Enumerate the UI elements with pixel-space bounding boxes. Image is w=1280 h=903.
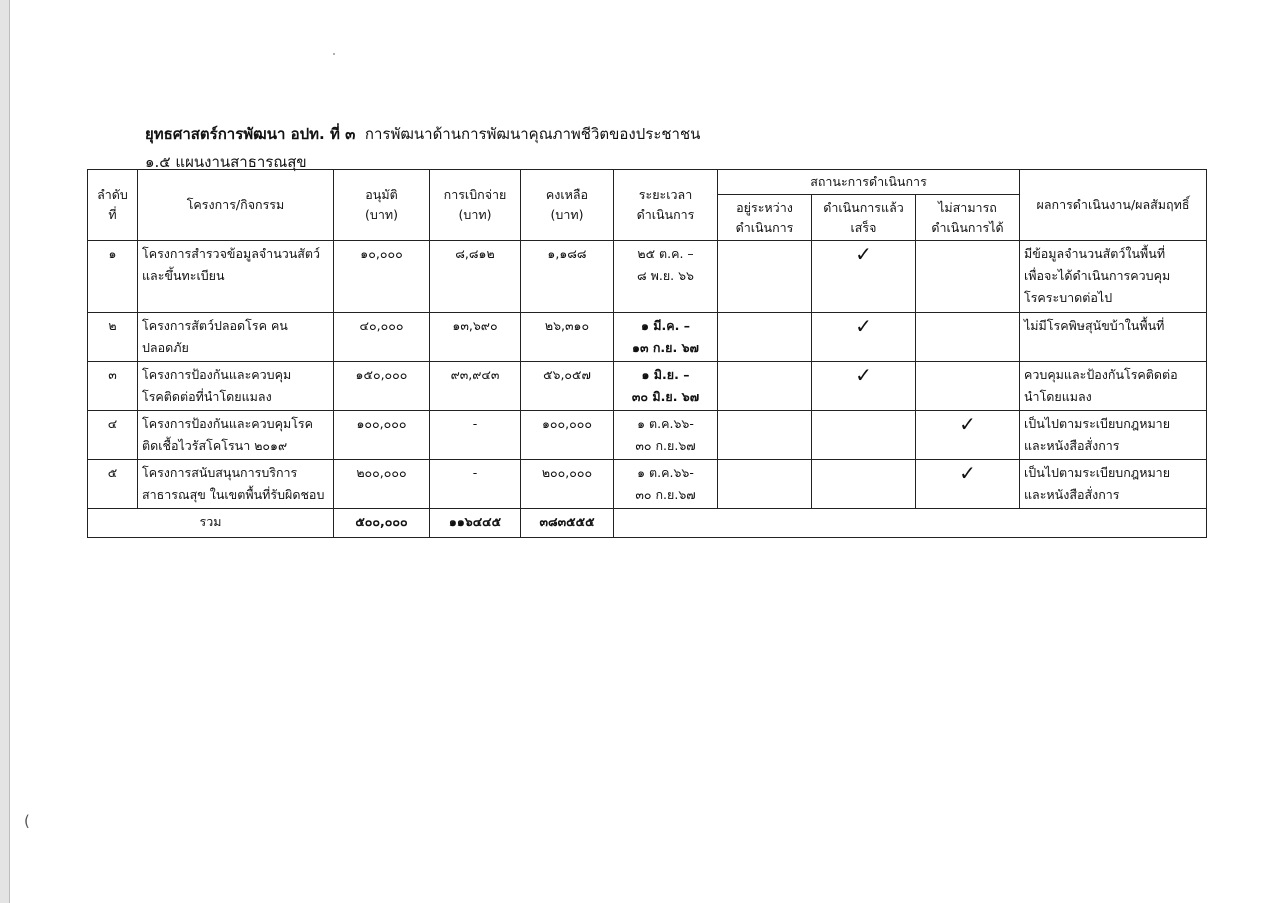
table-row (88, 362, 1207, 411)
project-status-table (87, 169, 1207, 538)
header-status-unable: ไม่สามารถ ดำเนินการได้ (916, 195, 1020, 241)
margin-mark: ( (24, 812, 30, 830)
page-left-edge (0, 0, 10, 903)
cell-unable (916, 313, 1020, 362)
check-icon: ✓ (812, 313, 916, 362)
header-result: ผลการดำเนินงาน/ผลสัมฤทธิ์ (1020, 170, 1207, 241)
cell-period: ๑ มี.ค. – ๑๓ ก.ย. ๖๗ (614, 313, 718, 362)
cell-remaining: ๒๐๐,๐๐๐ (521, 460, 614, 509)
header-period: ระยะเวลา ดำเนินการ (614, 170, 718, 241)
cell-approved: ๒๐๐,๐๐๐ (334, 460, 430, 509)
cell-no: ๒ (88, 313, 138, 362)
cell-project: โครงการป้องกันและควบคุม โรคติดต่อที่นำโดยแมลง (138, 362, 334, 411)
cell-period: ๒๕ ต.ค. – ๘ พ.ย. ๖๖ (614, 241, 718, 313)
total-remaining: ๓๘๓๕๕๕ (521, 509, 614, 538)
cell-no: ๕ (88, 460, 138, 509)
strategy-title: การพัฒนาด้านการพัฒนาคุณภาพชีวิตของประชาชน (364, 125, 701, 143)
cell-done (812, 411, 916, 460)
cell-result: ไม่มีโรคพิษสุนัขบ้าในพื้นที่ (1020, 313, 1207, 362)
table-row (88, 460, 1207, 509)
cell-in-progress (718, 241, 812, 313)
cell-remaining: ๒๖,๓๑๐ (521, 313, 614, 362)
cell-project: โครงการสำรวจข้อมูลจำนวนสัตว์ และขึ้นทะเบียน (138, 241, 334, 313)
cell-disbursed: ๘,๘๑๒ (430, 241, 521, 313)
cell-project: โครงการสนับสนุนการบริการ สาธารณสุข ในเขตพื้นที่รับผิดชอบ (138, 460, 334, 509)
cell-result: เป็นไปตามระเบียบกฎหมาย และหนังสือสั่งการ (1020, 460, 1207, 509)
cell-approved: ๔๐,๐๐๐ (334, 313, 430, 362)
cell-approved: ๑๕๐,๐๐๐ (334, 362, 430, 411)
strategy-prefix: ยุทธศาสตร์การพัฒนา อปท. ที่ ๓ (145, 125, 356, 143)
cell-disbursed: ๙๓,๙๔๓ (430, 362, 521, 411)
header-remaining: คงเหลือ (บาท) (521, 170, 614, 241)
header-approved: อนุมัติ (บาท) (334, 170, 430, 241)
cell-in-progress (718, 313, 812, 362)
cell-project: โครงการป้องกันและควบคุมโรค ติดเชื้อไวรัสโคโรนา ๒๐๑๙ (138, 411, 334, 460)
cell-remaining: ๑,๑๘๘ (521, 241, 614, 313)
check-icon: ✓ (916, 411, 1020, 460)
cell-unable (916, 241, 1020, 313)
header-order: ลำดับ ที่ (88, 170, 138, 241)
table-row (88, 411, 1207, 460)
strategy-heading (145, 122, 700, 146)
cell-project: โครงการสัตว์ปลอดโรค คน ปลอดภัย (138, 313, 334, 362)
header-status-done: ดำเนินการแล้ว เสร็จ (812, 195, 916, 241)
table-row (88, 241, 1207, 313)
header-project: โครงการ/กิจกรรม (138, 170, 334, 241)
table-row (88, 313, 1207, 362)
cell-disbursed: ๑๓,๖๙๐ (430, 313, 521, 362)
cell-no: ๓ (88, 362, 138, 411)
cell-result: ควบคุมและป้องกันโรคติดต่อ นำโดยแมลง (1020, 362, 1207, 411)
cell-result: เป็นไปตามระเบียบกฎหมาย และหนังสือสั่งการ (1020, 411, 1207, 460)
cell-disbursed: - (430, 411, 521, 460)
cell-period: ๑ ต.ค.๖๖- ๓๐ ก.ย.๖๗ (614, 411, 718, 460)
header-disbursed: การเบิกจ่าย (บาท) (430, 170, 521, 241)
total-approved: ๕๐๐,๐๐๐ (334, 509, 430, 538)
cell-remaining: ๑๐๐,๐๐๐ (521, 411, 614, 460)
header-status-group: สถานะการดำเนินการ (718, 170, 1020, 195)
cell-disbursed: - (430, 460, 521, 509)
header-status-in-progress: อยู่ระหว่าง ดำเนินการ (718, 195, 812, 241)
cell-approved: ๑๐๐,๐๐๐ (334, 411, 430, 460)
cell-no: ๑ (88, 241, 138, 313)
cell-unable (916, 362, 1020, 411)
cell-in-progress (718, 411, 812, 460)
cell-in-progress (718, 460, 812, 509)
total-disbursed: ๑๑๖๔๔๕ (430, 509, 521, 538)
total-empty (614, 509, 1207, 538)
plan-subheading: ๑.๕ แผนงานสาธารณสุข (145, 153, 307, 171)
cell-in-progress (718, 362, 812, 411)
check-icon: ✓ (812, 241, 916, 313)
cell-period: ๑ มิ.ย. – ๓๐ มิ.ย. ๖๗ (614, 362, 718, 411)
cell-done (812, 460, 916, 509)
cell-remaining: ๕๖,๐๕๗ (521, 362, 614, 411)
check-icon: ✓ (812, 362, 916, 411)
cell-period: ๑ ต.ค.๖๖- ๓๐ ก.ย.๖๗ (614, 460, 718, 509)
cell-result: มีข้อมูลจำนวนสัตว์ในพื้นที่ เพื่อจะได้ดำเนินการควบคุม โรคระบาดต่อไป (1020, 241, 1207, 313)
total-label: รวม (88, 509, 334, 538)
cell-no: ๔ (88, 411, 138, 460)
total-row (88, 509, 1207, 538)
cell-approved: ๑๐,๐๐๐ (334, 241, 430, 313)
scan-dot (333, 53, 335, 55)
check-icon: ✓ (916, 460, 1020, 509)
